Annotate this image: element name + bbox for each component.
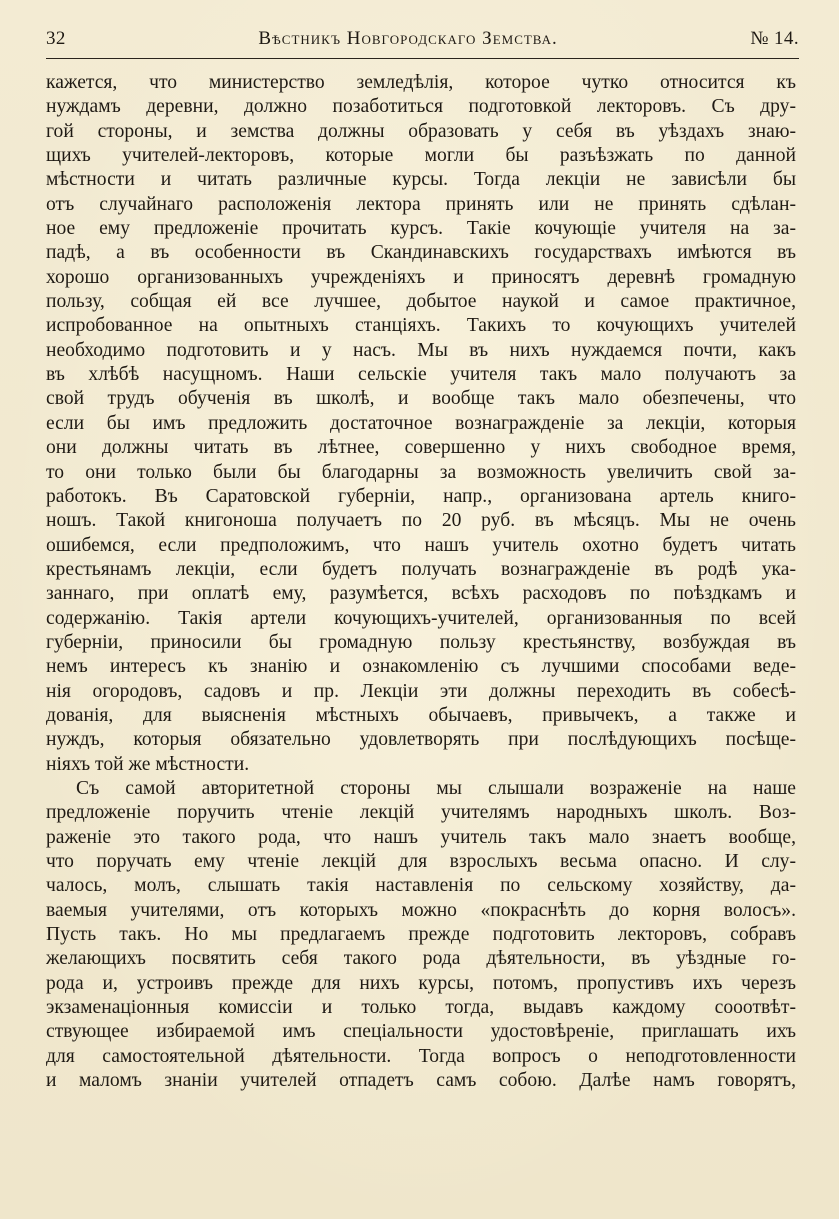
text-line: заннаго, при оплатѣ ему, разумѣется, всѣхъ расходовъ по поѣздкамъ и bbox=[46, 583, 796, 605]
text-line: желающихъ посвятить себя такого рода дѣятельности, въ уѣздные го- bbox=[46, 948, 796, 970]
text-line: немъ интересъ къ знанію и ознакомленію съ лучшими способами веде- bbox=[46, 656, 796, 678]
text-line: ное ему предложеніе прочитать курсъ. Такіе кочующіе учителя на за- bbox=[46, 218, 796, 240]
text-line: въ хлѣбѣ насущномъ. Наши сельскіе учителя такъ мало получаютъ за bbox=[46, 364, 796, 386]
text-line: что поручать ему чтеніе лекцій для взрослыхъ весьма опасно. И слу- bbox=[46, 851, 796, 872]
journal-title: Вѣстникъ Новгородскаго Земства. bbox=[258, 28, 558, 49]
paragraph-start-line: Съ самой авторитетной стороны мы слышали возраженіе на наше bbox=[76, 777, 796, 799]
text-line: нія огородовъ, садовъ и пр. Лекціи эти должны переходить въ собесѣ- bbox=[46, 680, 796, 702]
text-line: испробованное на опытныхъ станціяхъ. Такихъ то кочующихъ учителей bbox=[46, 315, 796, 337]
text-line: кажется, что министерство земледѣлія, которое чутко относится къ bbox=[46, 72, 796, 93]
text-line: щихъ учителей-лекторовъ, которые могли бы разъѣзжать по данной bbox=[46, 145, 796, 167]
text-line: предложеніе поручить чтеніе лекцій учителямъ народныхъ школъ. Воз- bbox=[46, 802, 796, 824]
text-line: рода и, устроивъ прежде для нихъ курсы, потомъ, пропустивъ ихъ черезъ bbox=[46, 972, 796, 994]
text-line: ошибемся, если предположимъ, что нашъ учитель охотно будетъ читать bbox=[46, 534, 796, 556]
text-line: нуждъ, которыя обязательно удовлетворять при послѣдующихъ посѣще- bbox=[46, 729, 796, 751]
text-line: Пусть такъ. Но мы предлагаемъ прежде подготовить лекторовъ, собравъ bbox=[46, 924, 796, 946]
text-line: чалось, молъ, слышать такія наставленія по сельскому хозяйству, да- bbox=[46, 875, 796, 897]
text-line: необходимо подготовить и у насъ. Мы въ нихъ нуждаемся почти, какъ bbox=[46, 339, 796, 361]
text-line: крестьянамъ лекціи, если будетъ получать вознагражденіе въ родѣ ука- bbox=[46, 558, 796, 580]
text-line: мѣстности и читать различные курсы. Тогда лекціи не зависѣли бы bbox=[46, 169, 796, 191]
text-line: ваемыя учителями, отъ которыхъ можно «покраснѣть до корня волосъ». bbox=[46, 899, 796, 921]
text-line: экзаменаціонныя комиссіи и только тогда, выдавъ каждому сооотвѣт- bbox=[46, 997, 796, 1019]
issue-number: № 14. bbox=[750, 28, 799, 49]
text-line: содержанію. Такія артели кочующихъ-учителей, организованныя по всей bbox=[46, 607, 796, 629]
text-line: раженіе это такого рода, что нашъ учитель такъ мало знаетъ вообще, bbox=[46, 826, 796, 848]
text-line: падѣ, а въ особенности въ Скандинавскихъ государствахъ имѣются въ bbox=[46, 242, 796, 264]
page-header bbox=[46, 28, 799, 60]
text-line: отъ случайнаго расположенія лектора принять или не принять сдѣлан- bbox=[46, 193, 796, 215]
text-line: хорошо организованныхъ учрежденіяхъ и приносятъ деревнѣ громадную bbox=[46, 266, 796, 288]
header-rule bbox=[46, 58, 799, 59]
paragraph-end-line: ніяхъ той же мѣстности. bbox=[46, 753, 250, 775]
page-number: 32 bbox=[46, 28, 66, 49]
text-line: нуждамъ деревни, должно позаботиться подготовкой лекторовъ. Съ дру- bbox=[46, 96, 796, 118]
text-line: они должны читать въ лѣтнее, совершенно у нихъ свободное время, bbox=[46, 437, 796, 459]
text-line: гой стороны, и земства должны образовать у себя въ уѣздахъ знаю- bbox=[46, 120, 796, 142]
text-line: пользу, собщая ей все лучшее, добытое наукой и самое практичное, bbox=[46, 291, 796, 313]
text-line: губерніи, приносили бы громадную пользу крестьянству, возбуждая въ bbox=[46, 631, 796, 653]
text-line: ношъ. Такой книгоноша получаетъ по 20 руб. въ мѣсяцъ. Мы не очень bbox=[46, 510, 796, 532]
text-line: дованія, для выясненія мѣстныхъ обычаевъ, привычекъ, а также и bbox=[46, 704, 796, 726]
text-line: если бы имъ предложить достаточное вознагражденіе за лекціи, которыя bbox=[46, 412, 796, 434]
text-line: свой трудъ обученія въ школѣ, и вообще такъ мало обезпечены, что bbox=[46, 388, 796, 410]
text-line: для самостоятельной дѣятельности. Тогда вопросъ о неподготовленности bbox=[46, 1045, 796, 1067]
text-line: работокъ. Въ Саратовской губерніи, напр., организована артель книго- bbox=[46, 485, 796, 507]
text-line: ствующее избираемой имъ спеціальности удостовѣреніе, приглашать ихъ bbox=[46, 1021, 796, 1043]
article-body bbox=[46, 71, 796, 1093]
text-line: то они только были бы благодарны за возможность увеличить свой за- bbox=[46, 461, 796, 483]
text-line: и маломъ знаніи учителей отпадетъ самъ собою. Далѣе намъ говорятъ, bbox=[46, 1070, 796, 1092]
